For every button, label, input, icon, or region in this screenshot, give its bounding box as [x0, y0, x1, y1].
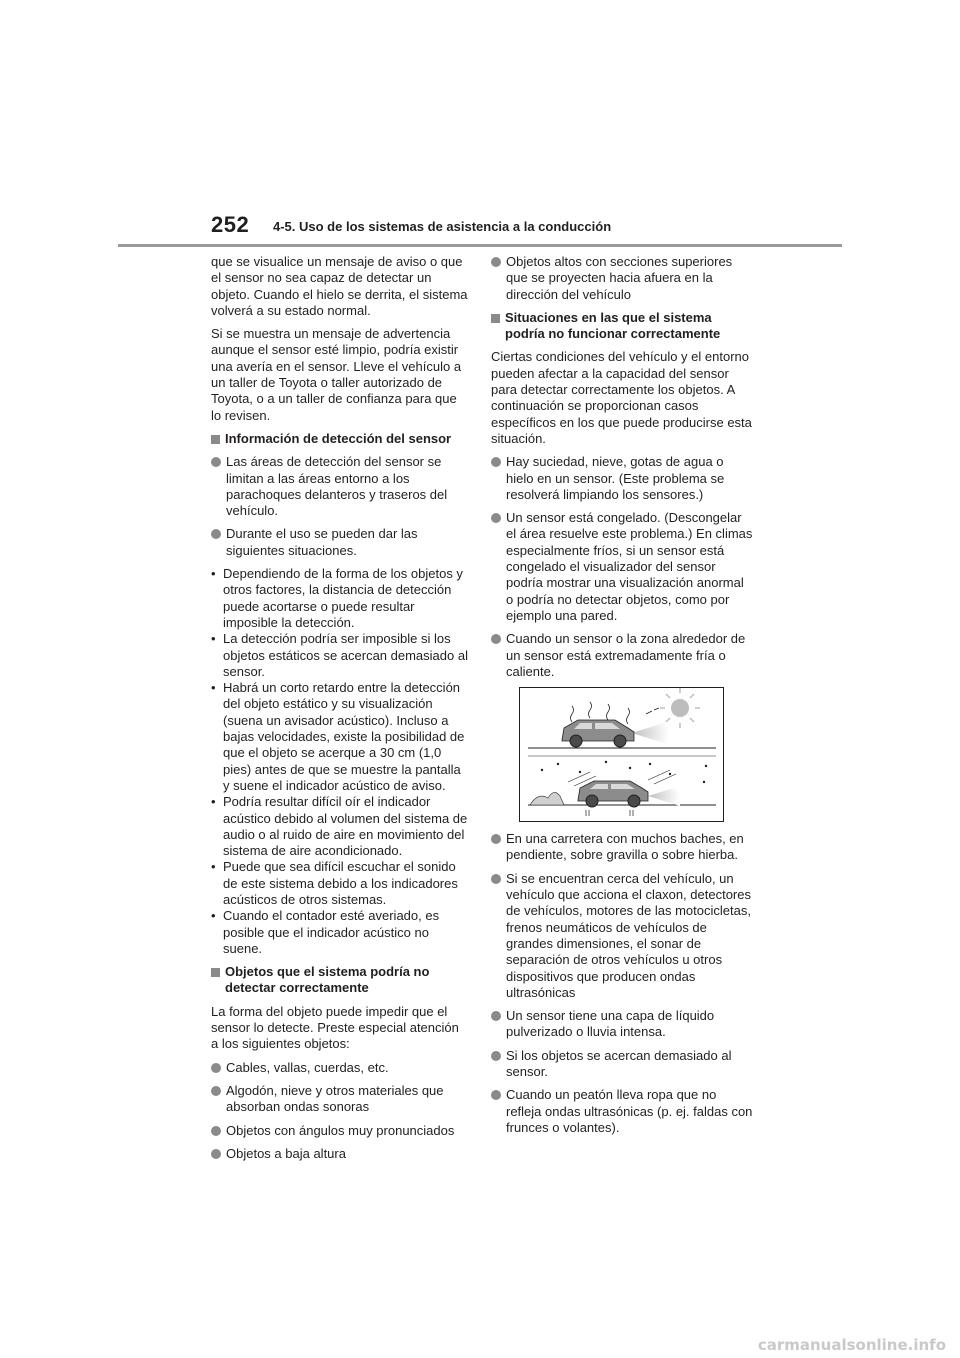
circle-bullet-icon — [211, 1086, 221, 1096]
list-item: Objetos a baja altura — [211, 1146, 469, 1162]
sub-list-item: • Dependiendo de la forma de los objetos y otros factores, la distancia de detección puede acortarse o puede resultar imposible la detección. — [211, 566, 463, 630]
cold-marks — [586, 810, 633, 816]
list-item: Durante el uso se pueden dar las siguientes situaciones. — [211, 526, 469, 559]
circle-bullet-icon — [211, 529, 221, 539]
circle-bullet-icon — [491, 1090, 501, 1100]
circle-bullet-icon — [211, 1126, 221, 1136]
paragraph: Ciertas condiciones del vehículo y el entorno pueden afectar a la capacidad del sensor para detectar correctamente los objetos. A continuación se proporcionan casos específicos en los que puede producirse esta situación. — [491, 349, 752, 446]
square-bullet-icon — [211, 435, 220, 444]
sensor-beam — [648, 786, 680, 806]
list-item: Objetos con ángulos muy pronunciados — [211, 1123, 469, 1139]
sub-list-item: • Puede que sea difícil escuchar el sonido de este sistema debido a los indicadores acústicos de otros sistemas. — [211, 859, 458, 907]
paragraph: que se visualice un mensaje de aviso o que el sensor no sea capaz de detectar un objeto. Cuando el hielo se derrita, el sistema volverá a su estado normal. — [211, 254, 468, 318]
sub-list-item: • La detección podría ser imposible si los objetos estáticos se acercan demasiado al sensor. — [211, 631, 468, 679]
subsection-heading: Objetos que el sistema podría no detectar correctamente — [211, 964, 469, 997]
circle-bullet-icon — [491, 513, 501, 523]
circle-bullet-icon — [211, 1149, 221, 1159]
header-rule — [118, 244, 842, 247]
circle-bullet-icon — [491, 874, 501, 884]
list-item: Objetos altos con secciones superiores que se proyecten hacia afuera en la dirección del vehículo — [491, 254, 753, 303]
list-item: En una carretera con muchos baches, en pendiente, sobre gravilla o sobre hierba. — [491, 831, 753, 864]
sensor-beam — [632, 721, 670, 745]
subsection-heading: Información de detección del sensor — [211, 431, 469, 447]
car-icon — [562, 720, 634, 747]
circle-bullet-icon — [491, 1051, 501, 1061]
list-item: Las áreas de detección del sensor se limitan a las áreas entorno a los parachoques delanteros y traseros del vehículo. — [211, 454, 469, 519]
square-bullet-icon — [211, 968, 220, 977]
list-item: Cuando un sensor o la zona alrededor de un sensor está extremadamente fría o caliente. — [491, 631, 753, 680]
paragraph: Si se muestra un mensaje de advertencia aunque el sensor esté limpio, podría existir una avería en el sensor. Lleve el vehículo a un taller de Toyota o taller autorizado de Toyota, o a un taller de confianza para que lo revisen. — [211, 326, 462, 423]
circle-bullet-icon — [491, 457, 501, 467]
list-item: Un sensor tiene una capa de líquido pulverizado o lluvia intensa. — [491, 1008, 753, 1041]
snow-pile-icon — [530, 793, 564, 806]
footer-watermark: carmanualsonline.info — [757, 1336, 946, 1354]
sub-list-item: • Podría resultar difícil oír el indicador acústico debido al volumen del sistema de audio o al ruido de aire en movimiento del sistema de aire acondicionado. — [211, 794, 468, 859]
sun-icon — [671, 699, 689, 717]
list-item: Un sensor está congelado. (Descongelar el área resuelve este problema.) En climas especialmente fríos, si un sensor está congelado el visualizador del sensor podría mostrar una visualización anormal o podría no detectar objetos, como por ejemplo una pared. — [491, 510, 753, 624]
right-column — [491, 254, 753, 1143]
list-item: Si se encuentran cerca del vehículo, un vehículo que acciona el claxon, detectores de vehículos, motores de las motocicletas, frenos neumáticos de vehículos de grandes dimensiones, el sonar de separación de otros vehículos u otros dispositivos que producen ondas ultrasónicas — [491, 871, 753, 1001]
list-item: Algodón, nieve y otros materiales que absorban ondas sonoras — [211, 1083, 469, 1116]
circle-bullet-icon — [491, 257, 501, 267]
list-item: Cables, vallas, cuerdas, etc. — [211, 1060, 469, 1076]
list-item: Si los objetos se acercan demasiado al sensor. — [491, 1048, 753, 1081]
paragraph: La forma del objeto puede impedir que el sensor lo detecte. Preste especial atención a los siguientes objetos: — [211, 1003, 459, 1052]
sub-list-item: • Cuando el contador esté averiado, es posible que el indicador acústico no suene. — [211, 908, 440, 956]
list-item: Hay suciedad, nieve, gotas de agua o hielo en un sensor. (Este problema se resolverá limpiando los sensores.) — [491, 454, 753, 503]
page-header — [0, 0, 960, 250]
car-icon — [578, 781, 648, 807]
circle-bullet-icon — [491, 1011, 501, 1021]
left-column — [211, 254, 469, 1169]
list-item: Cuando un peatón lleva ropa que no refleja ondas ultrasónicas (p. ej. faldas con frunces o volantes). — [491, 1087, 753, 1136]
circle-bullet-icon — [491, 634, 501, 644]
circle-bullet-icon — [211, 457, 221, 467]
section-title: 4-5. Uso de los sistemas de asistencia a la conducción — [273, 219, 612, 234]
circle-bullet-icon — [211, 1063, 221, 1073]
car-weather-illustration-icon — [520, 688, 723, 821]
subsection-heading: Situaciones en las que el sistema podría no funcionar correctamente — [491, 310, 753, 343]
sensor-conditions-illustration — [519, 687, 724, 822]
square-bullet-icon — [491, 314, 500, 323]
page-number: 252 — [211, 212, 250, 237]
circle-bullet-icon — [491, 834, 501, 844]
sub-list — [211, 566, 469, 957]
sub-list-item: • Habrá un corto retardo entre la detección del objeto estático y su visualización (suena un avisador acústico). Incluso a bajas velocidades, existe la posibilidad de que el objeto se acerque a 30 cm (1,0 pies) antes de que se muestre la pantalla y suene el indicador acústico de aviso. — [211, 680, 465, 793]
